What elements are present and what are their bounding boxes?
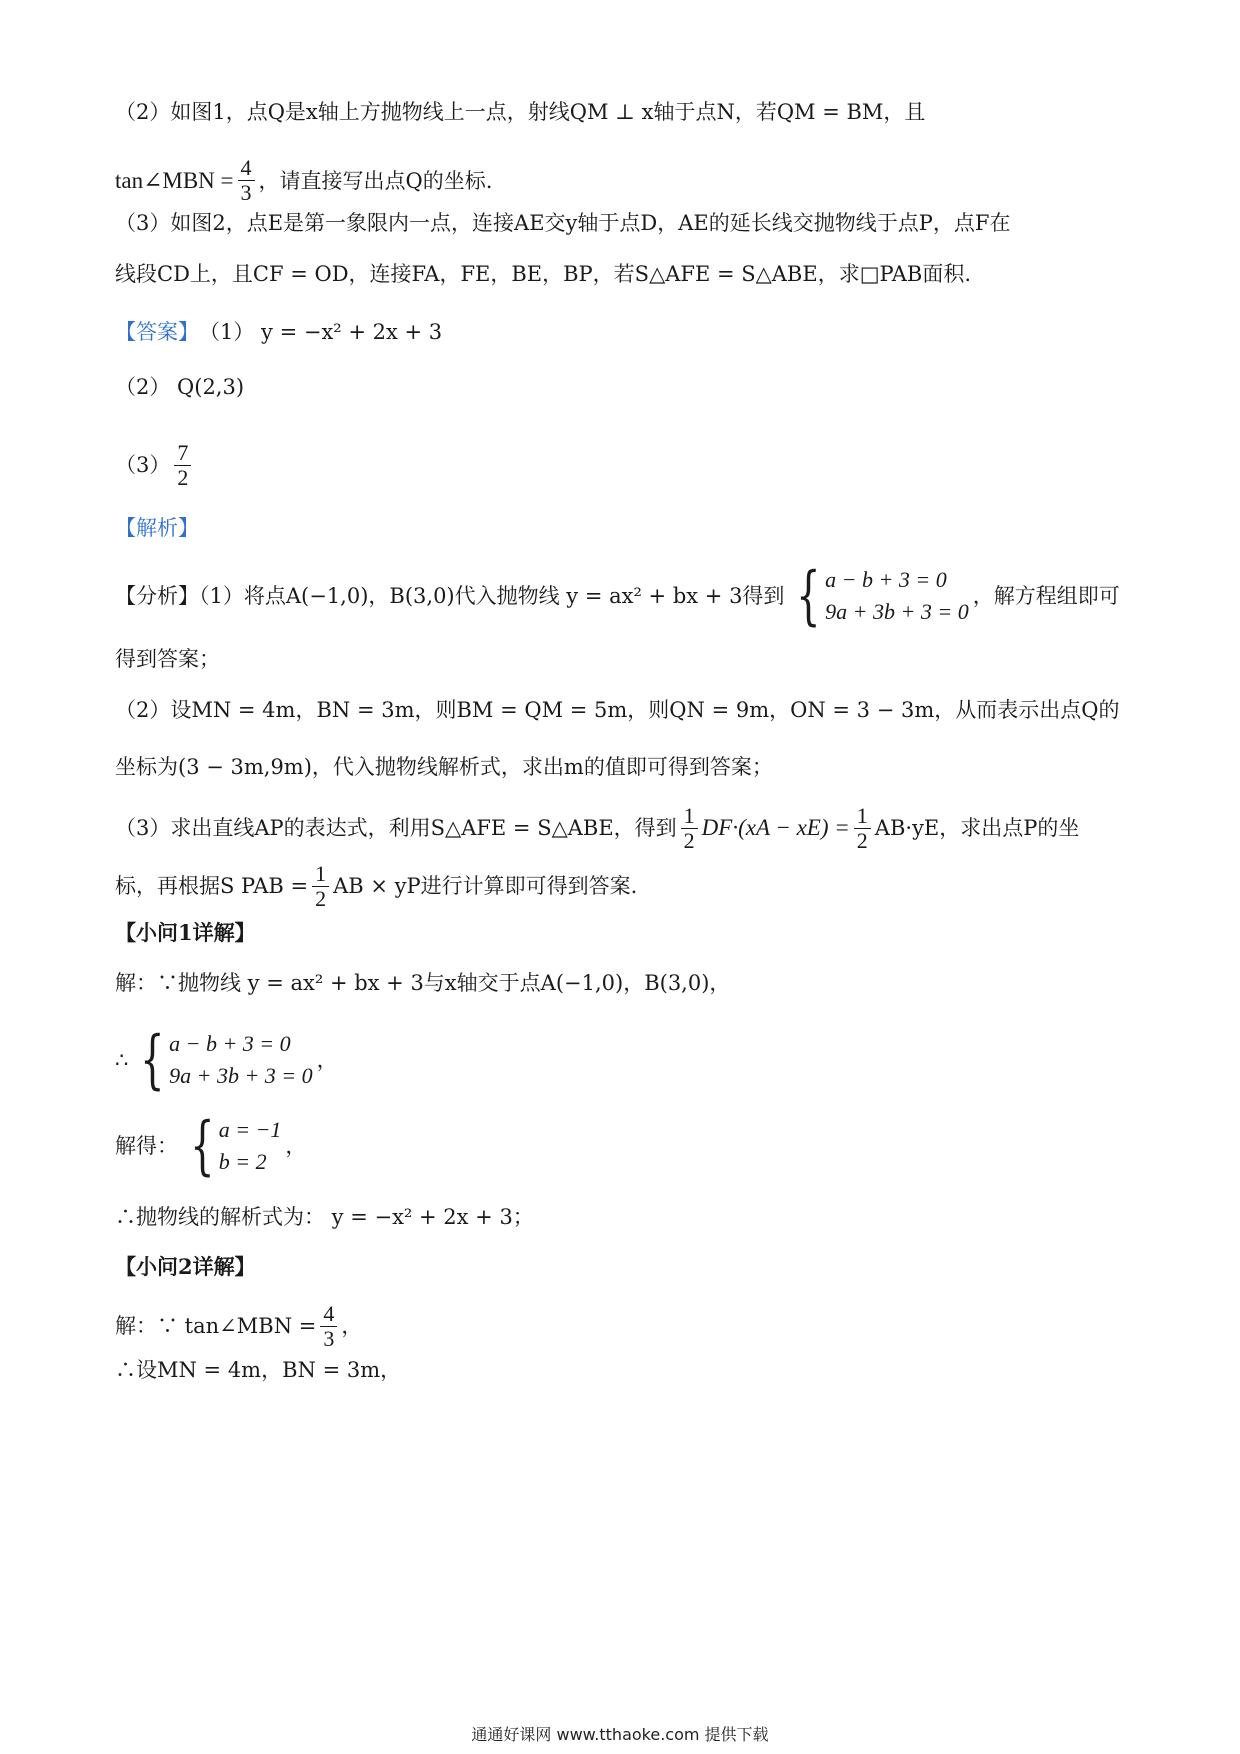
- answer-2: （2） Q(2,3): [115, 375, 245, 399]
- page-footer: 通通好课网 www.tthaoke.com 提供下载: [471, 1725, 769, 1744]
- analysis-tag-line: [115, 513, 1125, 543]
- analysis-part-2-line-1: （2）设MN = 4m，BN = 3m，则BM = QM = 5m，则QN = 9m，ON = 3 − 3m，从而表示出点Q的: [115, 698, 1120, 722]
- question-2-line-1: [115, 97, 1125, 127]
- answer-line-3: [115, 435, 1125, 495]
- question-2-tail: ，请直接写出点Q的坐标.: [258, 168, 493, 193]
- brace-icon: {: [796, 559, 822, 633]
- analysis-tag: 【解析】: [115, 516, 199, 540]
- brace-icon: {: [140, 1023, 165, 1097]
- answer-tag: 【答案】: [115, 320, 199, 344]
- fraction-half: $\frac{1}{2}$: [681, 804, 698, 853]
- fraction-half: $\frac{1}{2}$: [312, 862, 329, 911]
- sub-2-line-2: ∴设MN = 4m，BN = 3m，: [115, 1358, 402, 1382]
- sub-1-line-4: ∴抛物线的解析式为： y = −x² + 2x + 3；: [115, 1205, 534, 1229]
- fenxi-text-pre: 【分析】（1）将点A(−1,0)，B(3,0)代入抛物线 y = ax² + bx + 3得到: [115, 584, 785, 608]
- fraction-half: $\frac{1}{2}$: [854, 804, 871, 853]
- answer-3-label: （3）: [115, 453, 171, 477]
- sub-1-line-2: ∴ { a − b + 3 = 0 9a + 3b + 3 = 0 ，: [115, 1023, 338, 1097]
- brace-icon: {: [190, 1109, 215, 1183]
- equation-system: { a − b + 3 = 0 9a + 3b + 3 = 0: [796, 559, 969, 633]
- fenxi-line-2: 得到答案；: [115, 647, 220, 671]
- question-3-text-2: 线段CD上，且CF = OD，连接FA，FE，BE，BP，若S△AFE = S△ABE，求□PAB面积.: [115, 262, 972, 286]
- equation-system: { a − b + 3 = 0 9a + 3b + 3 = 0: [140, 1023, 313, 1097]
- answer-1: （1） y = −x² + 2x + 3: [199, 320, 443, 344]
- answer-line-2: [115, 372, 1125, 402]
- fraction-4-3: $\frac{4}{3}$: [320, 1302, 337, 1351]
- question-3-line-1: [115, 208, 1125, 238]
- sub-1-title: 【小问1详解】: [115, 920, 256, 945]
- sub-2-title: 【小问2详解】: [115, 1254, 256, 1279]
- analysis-part-3-line-1: （3）求出直线AP的表达式，利用S△AFE = S△ABE，得到 $\frac{1}{2}$ DF·(xA − xE) = $\frac{1}{2}$ AB·yE，求出点P的坐: [115, 802, 1080, 853]
- fraction-4-3: $\frac{4}{3}$: [238, 156, 255, 205]
- fenxi-text-post: ，解方程组即可: [972, 584, 1120, 608]
- question-2-text: （2）如图1，点Q是x轴上方抛物线上一点，射线QM ⊥ x轴于点N，若QM = BM，且: [115, 100, 926, 124]
- sub-1-line-1: 解：∵抛物线 y = ax² + bx + 3与x轴交于点A(−1,0)，B(3,0)，: [115, 971, 731, 995]
- question-2-line-2: [115, 156, 1125, 205]
- fraction-7-2: $\frac{7}{2}$: [174, 441, 191, 490]
- sub-2-line-1: 解：∵ tan∠MBN = $\frac{4}{3}$ ，: [115, 1300, 363, 1351]
- analysis-part-2-line-2: 坐标为(3 − 3m,9m)，代入抛物线解析式，求出m的值即可得到答案；: [115, 755, 773, 779]
- analysis-part-3-line-2: 标，再根据S PAB = $\frac{1}{2}$ AB × yP进行计算即可得到答案.: [115, 860, 638, 911]
- solution-system: { a = −1 b = 2: [190, 1109, 282, 1183]
- tan-expression: tan∠MBN =: [115, 167, 234, 193]
- question-3-line-2: [115, 259, 1125, 289]
- sub-1-line-3: 解得： { a = −1 b = 2 ，: [115, 1109, 307, 1183]
- answer-line-1: [115, 317, 1125, 347]
- question-3-text: （3）如图2，点E是第一象限内一点，连接AE交y轴于点D，AE的延长线交抛物线于点P，点F在: [115, 211, 1011, 235]
- fenxi-line-1: [115, 560, 1125, 632]
